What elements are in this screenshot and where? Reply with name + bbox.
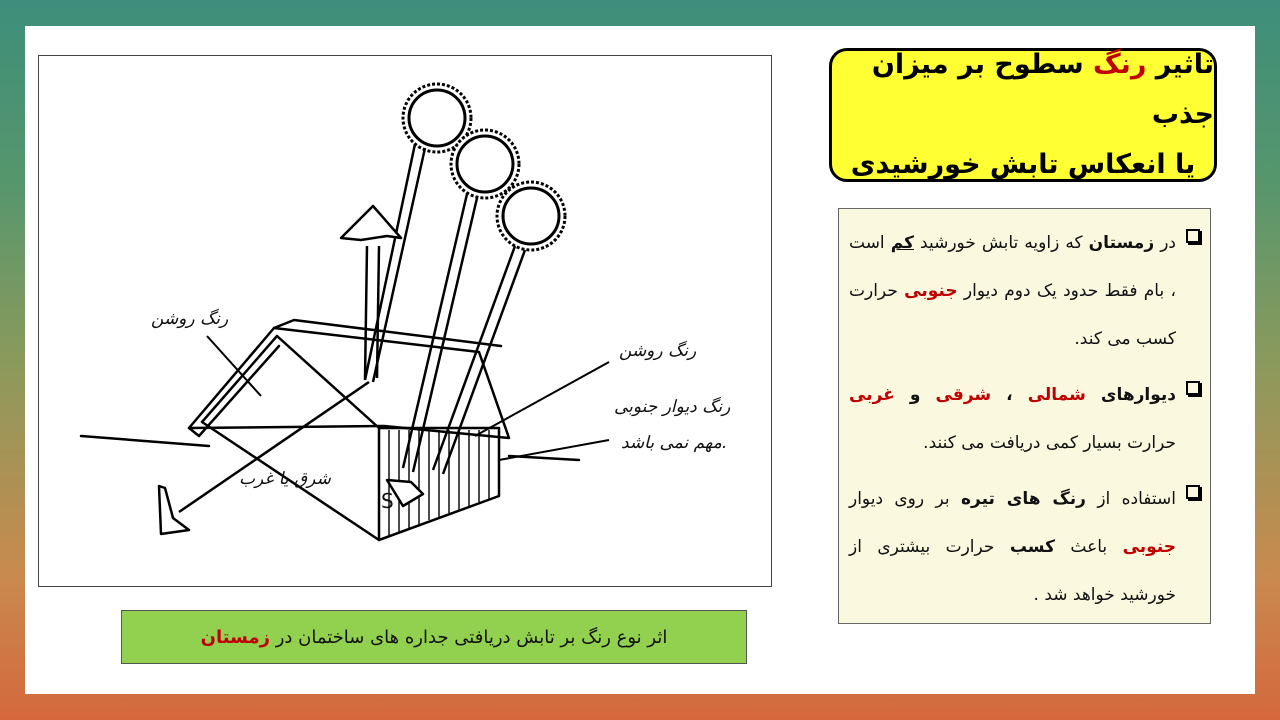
b2-t1: ،	[1006, 385, 1013, 405]
b1-t1: در	[1160, 233, 1176, 253]
b1-t4: حرارت کسب می کند.	[849, 281, 1176, 349]
slide-title	[829, 48, 1217, 182]
b1-b1: زمستان	[1088, 233, 1155, 253]
b1-b2: کم	[890, 233, 914, 253]
slide	[25, 26, 1255, 694]
title-highlight: رنگ	[1093, 49, 1147, 80]
label-east-west: شرق یا غرب	[239, 469, 331, 489]
checkbox-bullet-icon	[1186, 229, 1200, 243]
b2-r1: شمالی	[1027, 385, 1086, 405]
b2-b1: دیوارهای	[1100, 385, 1176, 405]
caption-text: اثر نوع رنگ بر تابش دریافتی جداره های ساختمان در	[275, 626, 668, 648]
b3-r1: جنوبی	[1122, 537, 1176, 557]
label-south-wall-2: مهم نمی باشد.	[621, 433, 728, 453]
b2-r2: شرقی	[935, 385, 992, 405]
label-light-color-right: رنگ روشن	[619, 341, 697, 361]
b3-b1: رنگ های تیره	[960, 489, 1086, 509]
checkbox-bullet-icon	[1186, 381, 1200, 395]
b3-t3: باعث	[1070, 537, 1108, 557]
b2-t2: و	[909, 385, 921, 405]
figure-caption	[121, 610, 747, 664]
b2-r3: غربی	[849, 385, 895, 405]
b2-t3: حرارت بسیار کمی دریافت می کنند.	[923, 433, 1176, 453]
caption-highlight: زمستان	[200, 626, 270, 648]
b1-r1: جنوبی	[904, 281, 958, 301]
label-south-letter: S	[381, 489, 394, 513]
label-south-wall-1: رنگ دیوار جنوبی	[614, 397, 731, 417]
bullet-item-1	[849, 219, 1200, 363]
b3-b2: کسب	[1009, 537, 1055, 557]
checkbox-bullet-icon	[1186, 485, 1200, 499]
b1-t3: است ، بام فقط حدود یک دوم دیوار	[849, 233, 1176, 301]
b3-t4: حرارت بیشتری از خورشید خواهد شد .	[849, 537, 1176, 605]
b3-t2: بر روی دیوار	[849, 489, 950, 509]
bullet-item-2	[849, 371, 1200, 467]
sun-icons	[403, 84, 565, 250]
front-gable-wall	[202, 336, 379, 540]
house-solar-figure	[38, 55, 772, 587]
b1-t2: که زاویه تابش خورشید	[920, 233, 1083, 253]
title-line-2: یا انعکاس تابش خورشیدی	[850, 149, 1196, 180]
b3-t1: استفاده از	[1097, 489, 1176, 509]
title-part1: تاثیر	[1155, 49, 1214, 80]
bullet-item-3	[849, 475, 1200, 619]
label-light-color-left: رنگ روشن	[151, 309, 229, 329]
arrow-down-left-icon	[159, 486, 189, 534]
house-drawing	[39, 56, 771, 586]
title-part2: سطوح بر میزان جذب	[871, 49, 1214, 130]
arrow-up-icon	[341, 206, 401, 240]
title-line-1	[832, 40, 1214, 140]
ground-line-left	[81, 436, 209, 446]
bullet-list	[838, 208, 1211, 624]
